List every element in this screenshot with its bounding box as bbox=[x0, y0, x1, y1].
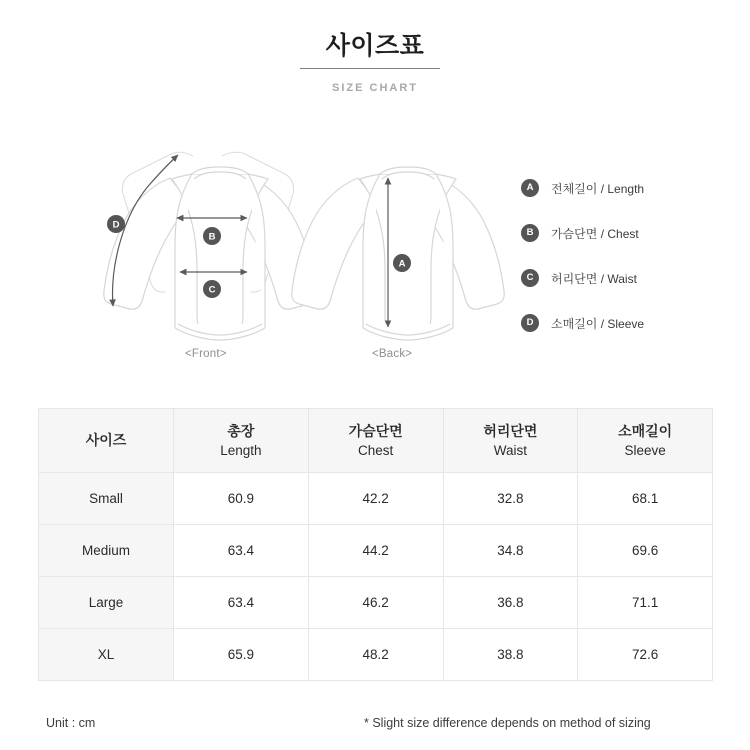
legend-label-chest: 가슴단면 / Chest bbox=[551, 226, 639, 241]
col-header-length bbox=[174, 409, 309, 473]
legend-label-waist: 허리단면 / Waist bbox=[551, 271, 637, 286]
front-view-label: <Front> bbox=[185, 348, 227, 360]
back-shirt-body bbox=[292, 167, 504, 340]
col-header-sleeve bbox=[578, 409, 713, 473]
cell-sleeve: 71.1 bbox=[578, 577, 713, 629]
legend-badge-a: A bbox=[521, 179, 539, 197]
unit-note: Unit : cm bbox=[46, 716, 96, 730]
legend-label-length: 전체길이 / Length bbox=[551, 181, 645, 196]
cell-length: 63.4 bbox=[174, 577, 309, 629]
back-view-label: <Back> bbox=[372, 348, 413, 360]
col-header-length-ko: 총장 bbox=[227, 422, 255, 439]
size-table-wrapper bbox=[38, 408, 712, 681]
cell-waist: 34.8 bbox=[443, 525, 578, 577]
legend-badge-d: D bbox=[521, 314, 539, 332]
col-header-chest bbox=[308, 409, 443, 473]
table-row bbox=[39, 577, 713, 629]
col-header-chest-en: Chest bbox=[357, 442, 394, 458]
table-row bbox=[39, 473, 713, 525]
col-header-sleeve-ko: 소매길이 bbox=[618, 422, 673, 439]
front-shirt-body bbox=[104, 167, 316, 340]
table-row bbox=[39, 629, 713, 681]
measurement-legend bbox=[521, 175, 644, 355]
legend-item-length bbox=[521, 175, 644, 201]
cell-size: Large bbox=[39, 577, 174, 629]
col-header-sleeve-en: Sleeve bbox=[624, 442, 666, 458]
cell-sleeve: 69.6 bbox=[578, 525, 713, 577]
col-header-waist-ko: 허리단면 bbox=[483, 422, 538, 439]
legend-item-waist bbox=[521, 265, 644, 291]
page-title: 사이즈표 bbox=[325, 32, 425, 60]
col-header-chest-ko: 가슴단면 bbox=[348, 422, 403, 439]
col-header-size bbox=[39, 409, 174, 473]
col-header-waist-en: Waist bbox=[493, 442, 527, 458]
cell-chest: 44.2 bbox=[308, 525, 443, 577]
cell-waist: 32.8 bbox=[443, 473, 578, 525]
col-header-length-en: Length bbox=[220, 442, 262, 458]
col-header-waist bbox=[443, 409, 578, 473]
marker-c-label: C bbox=[208, 284, 216, 296]
cell-waist: 36.8 bbox=[443, 577, 578, 629]
table-header-row bbox=[39, 409, 713, 473]
cell-length: 65.9 bbox=[174, 629, 309, 681]
cell-sleeve: 68.1 bbox=[578, 473, 713, 525]
cell-size: Small bbox=[39, 473, 174, 525]
cell-chest: 46.2 bbox=[308, 577, 443, 629]
legend-badge-b: B bbox=[521, 224, 539, 242]
marker-b-label: B bbox=[208, 231, 216, 243]
marker-a-label: A bbox=[398, 258, 406, 270]
table-row bbox=[39, 525, 713, 577]
cell-chest: 48.2 bbox=[308, 629, 443, 681]
col-header-size-ko: 사이즈 bbox=[85, 432, 127, 449]
size-table bbox=[38, 408, 713, 681]
page-subtitle: SIZE CHART bbox=[332, 82, 418, 94]
legend-item-chest bbox=[521, 220, 644, 246]
cell-size: Medium bbox=[39, 525, 174, 577]
legend-label-sleeve: 소매길이 / Sleeve bbox=[551, 316, 645, 331]
marker-d-label: D bbox=[112, 219, 120, 231]
cell-length: 60.9 bbox=[174, 473, 309, 525]
cell-waist: 38.8 bbox=[443, 629, 578, 681]
sizing-disclaimer: * Slight size difference depends on method of sizing bbox=[364, 716, 651, 730]
cell-size: XL bbox=[39, 629, 174, 681]
title-divider bbox=[300, 68, 440, 69]
legend-badge-c: C bbox=[521, 269, 539, 287]
cell-length: 63.4 bbox=[174, 525, 309, 577]
cell-chest: 42.2 bbox=[308, 473, 443, 525]
cell-sleeve: 72.6 bbox=[578, 629, 713, 681]
legend-item-sleeve bbox=[521, 310, 644, 336]
